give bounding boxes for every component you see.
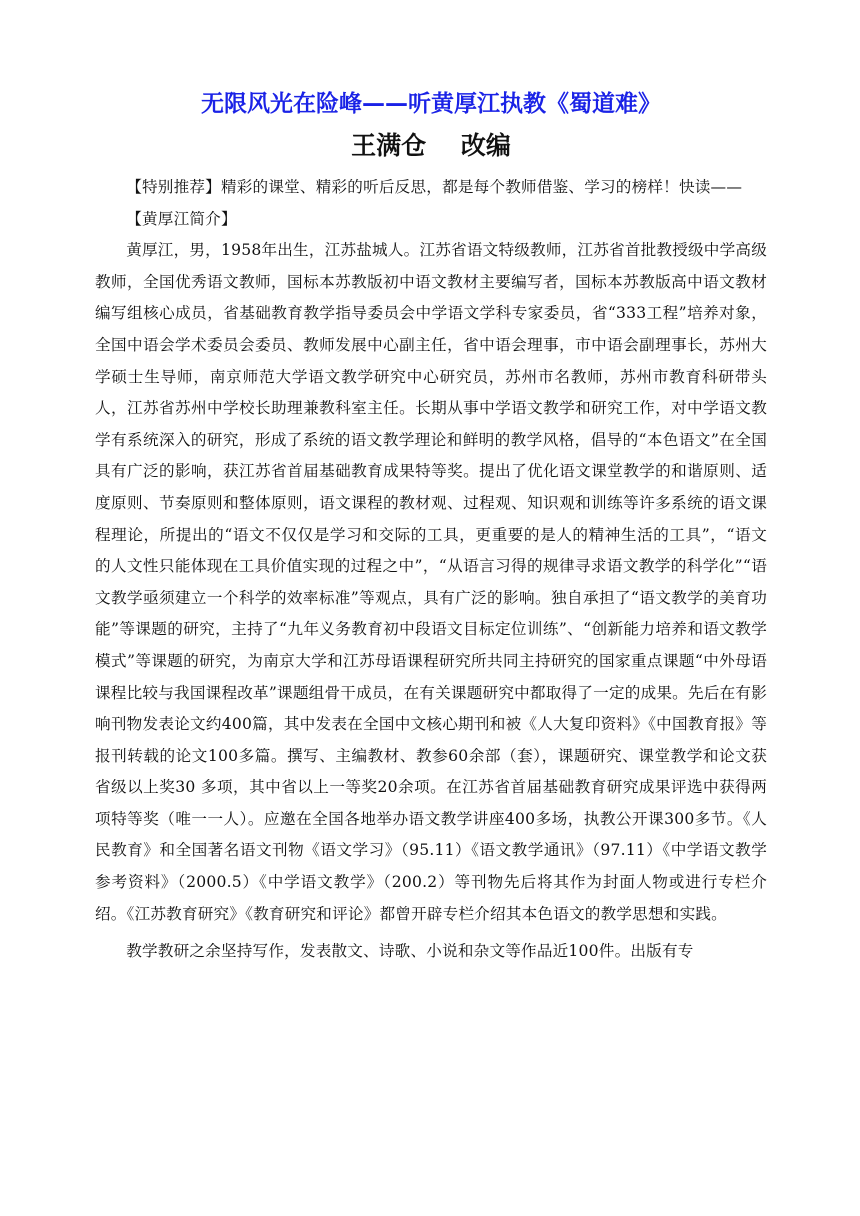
- biography-paragraph: 黄厚江，男，1958年出生，江苏盐城人。江苏省语文特级教师，江苏省首批教授级中学高级教师，全国优秀语文教师，国标本苏教版初中语文教材主要编写者，国标本苏教版高中语文教材编写组核心成员，省基础教育教学指导委员会中学语文学科专家委员，省“333工程”培养对象，全国中语会学术委员会委员、教师发展中心副主任，省中语会理事，市中语会副理事长，苏州大学硕士生导师，南京师范大学语文教学研究中心研究员，苏州市名教师，苏州市教育科研带头人，江苏省苏州中学校长助理兼教科室主任。长期从事中学语文教学和研究工作，对中学语文教学有系统深入的研究，形成了系统的语文教学理论和鲜明的教学风格，倡导的“本色语文”在全国具有广泛的影响，获江苏省首届基础教育成果特等奖。提出了优化语文课堂教学的和谐原则、适度原则、节奏原则和整体原则，语文课程的教材观、过程观、知识观和训练等许多系统的语文课程理论，所提出的“语文不仅仅是学习和交际的工具，更重要的是人的精神生活的工具”，“语文的人文性只能体现在工具价值实现的过程之中”，“从语言习得的规律寻求语文教学的科学化”“语文教学亟须建立一个科学的效率标准”等观点，具有广泛的影响。独自承担了“语文教学的美育功能”等课题的研究，主持了“九年义务教育初中段语文目标定位训练”、“创新能力培养和语文教学模式”等课题的研究，为南京大学和江苏母语课程研究所共同主持研究的国家重点课题“中外母语课程比较与我国课程改革”课题组骨干成员，在有关课题研究中都取得了一定的成果。先后在有影响刊物发表论文约400篇，其中发表在全国中文核心期刊和被《人大复印资料》《中国教育报》等报刊转载的论文100多篇。撰写、主编教材、教参60余部（套），课题研究、课堂教学和论文获省级以上奖30 多项，其中省以上一等奖20余项。在江苏省首届基础教育研究成果评选中获得两项特等奖（唯一一人）。应邀在全国各地举办语文教学讲座400多场，执教公开课300多节。《人民教育》和全国著名语文刊物《语文学习》（95.11）《语文教学通讯》（97.11）《中学语文教学参考资料》（2000.5）《中学语文教学》（200.2）等刊物先后将其作为封面人物或进行专栏介绍。《江苏教育研究》《教育研究和评论》都曾开辟专栏介绍其本色语文的教学思想和实践。: [95, 241, 767, 923]
- writing-paragraph: 教学教研之余坚持写作，发表散文、诗歌、小说和杂文等作品近100件。出版有专: [126, 942, 694, 961]
- document-page: [95, 86, 767, 968]
- document-title: 无限风光在险峰——听黄厚江执教《蜀道难》: [201, 91, 661, 117]
- recommendation-paragraph: 【特别推荐】精彩的课堂、精彩的听后反思，都是每个教师借鉴、学习的榜样！快读——: [126, 178, 743, 196]
- document-subtitle: 王满仓 改编: [351, 131, 511, 160]
- section-heading: 【黄厚江简介】: [126, 209, 237, 228]
- document-body: [95, 172, 767, 968]
